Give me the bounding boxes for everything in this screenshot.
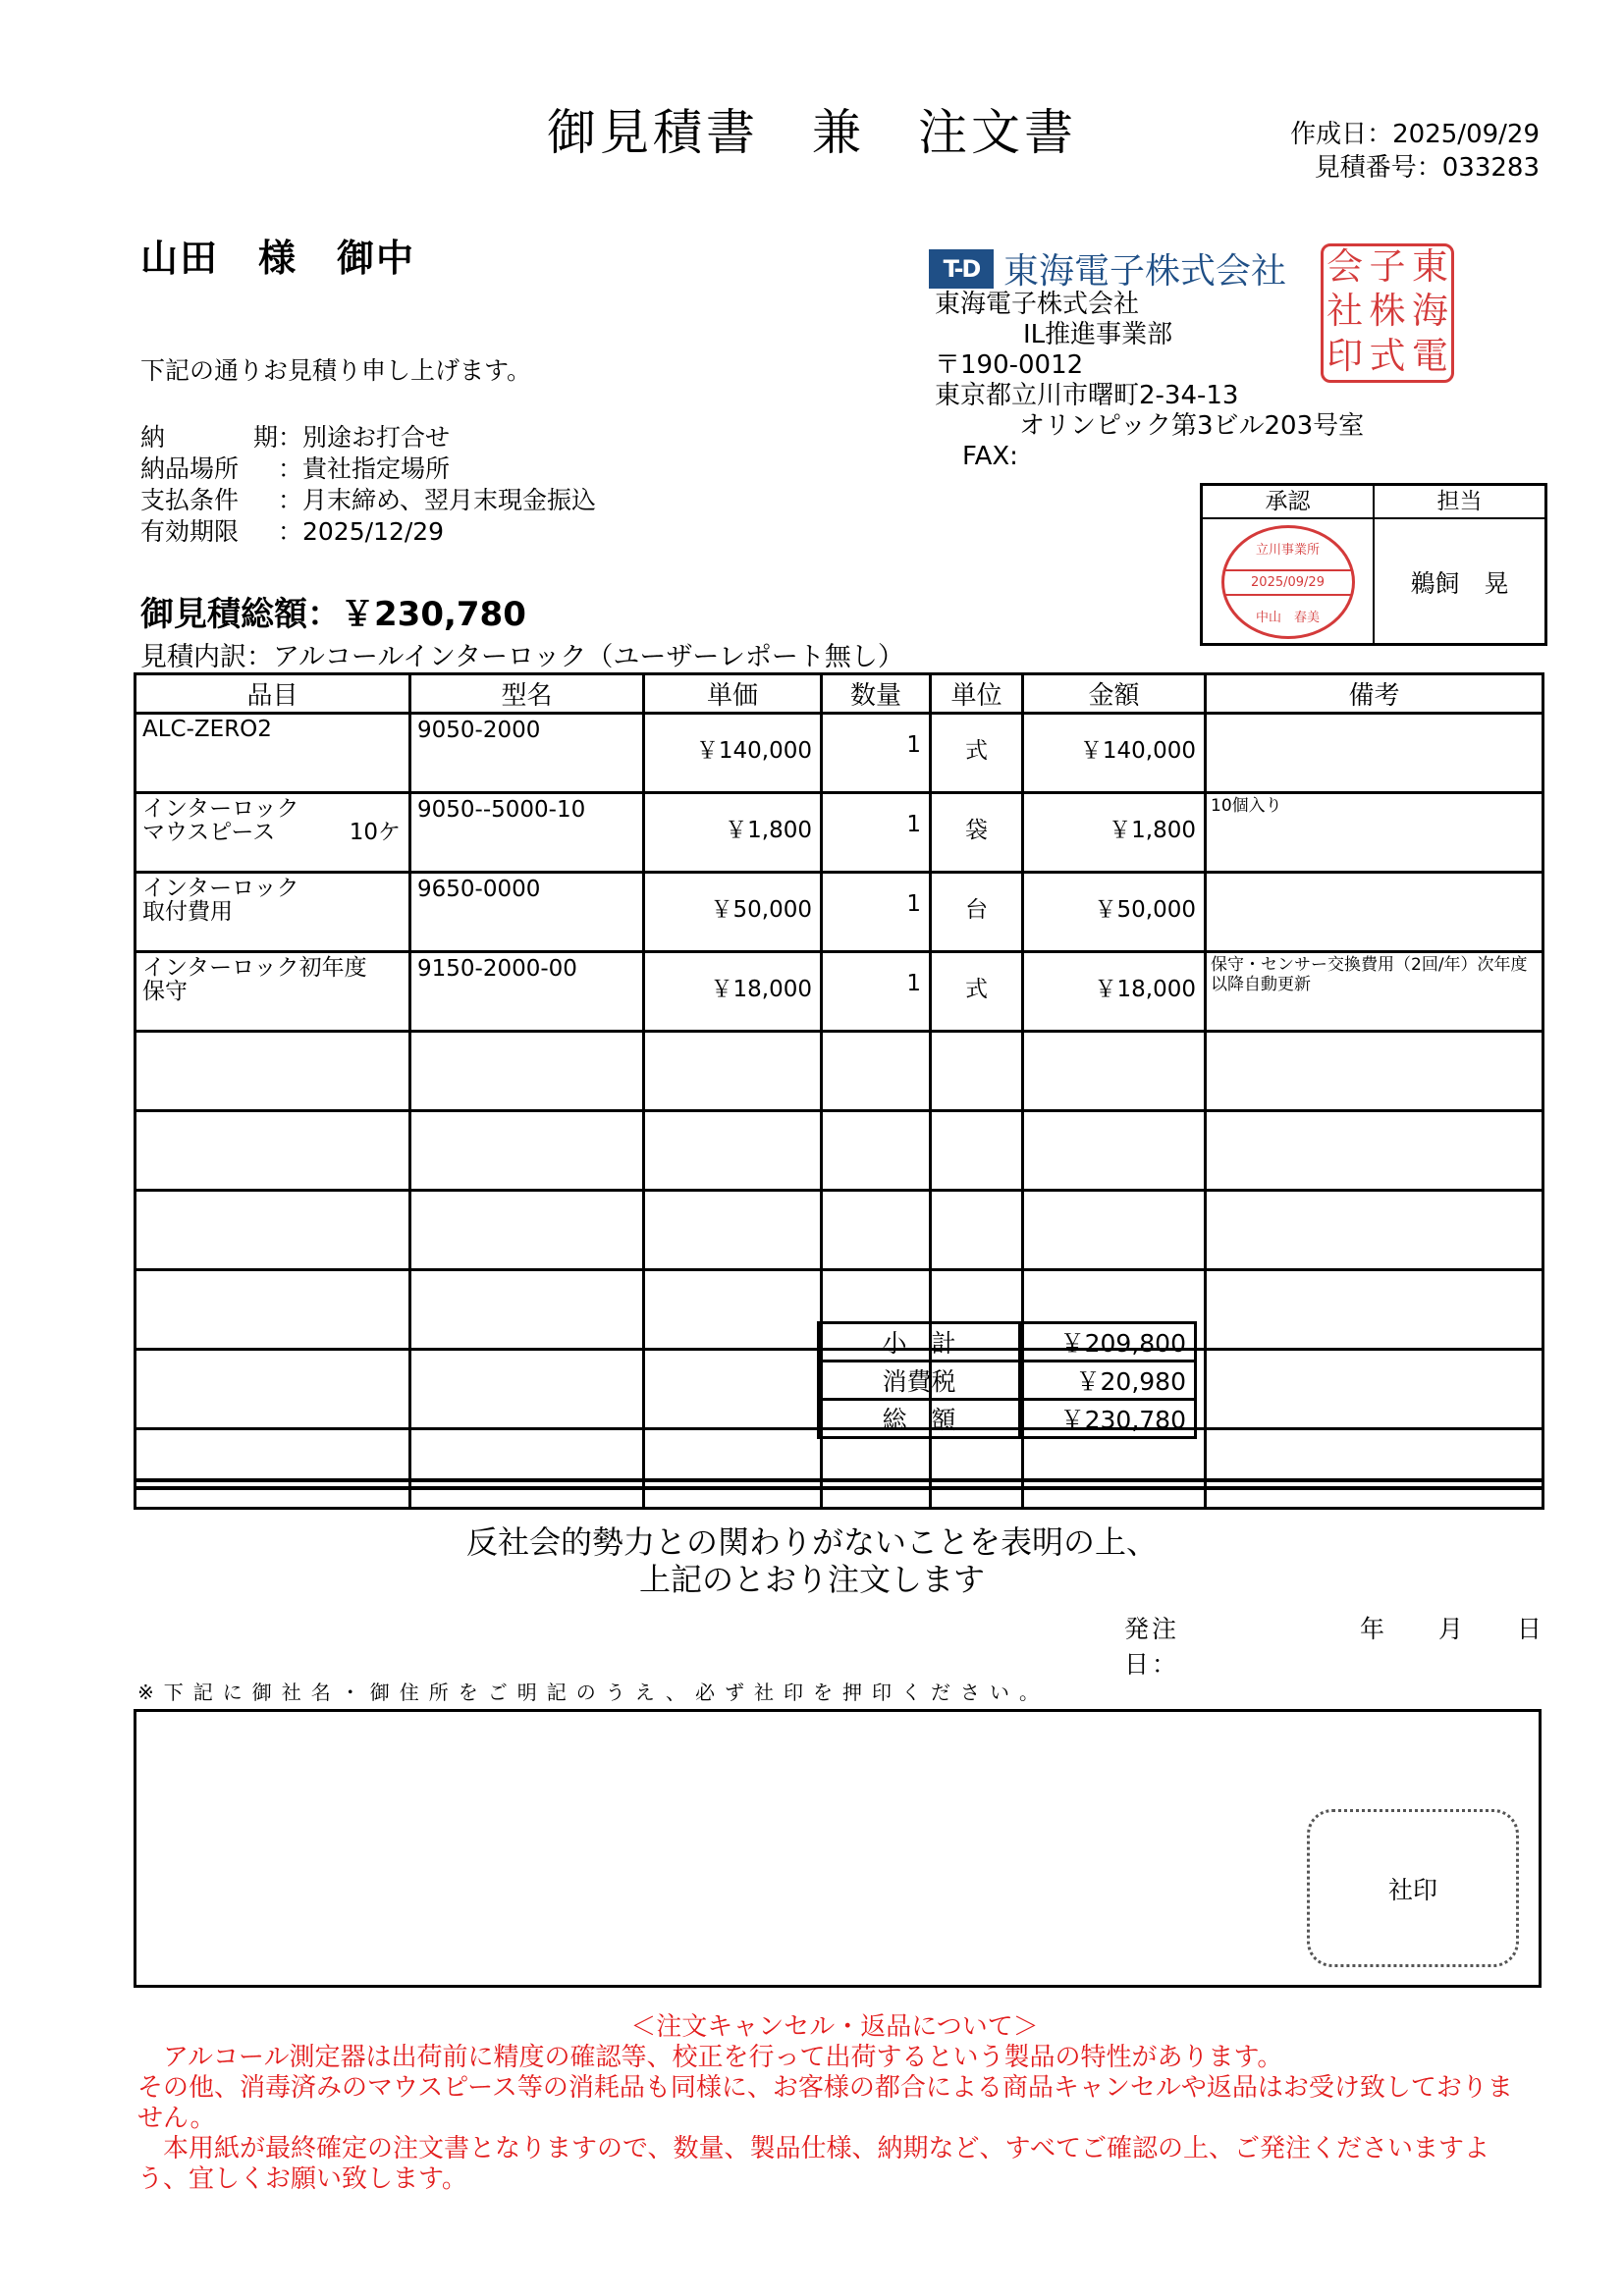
item-note [1206,1191,1543,1270]
item-price [644,1270,822,1350]
col-header-qty: 数量 [822,674,931,714]
term-key: 支払条件 [140,486,240,514]
item-pack-count [401,980,403,1003]
item-name-line-1: インターロック初年度 [142,955,367,981]
item-name-line-2-row [142,900,403,924]
company-name: 東海電子株式会社 [935,290,1140,319]
client-name: 山田 様 御中 [140,237,416,280]
item-amount [1023,1429,1206,1509]
summary-value: ￥209,800 [1020,1323,1196,1362]
item-name-cell [135,873,410,952]
item-qty [822,1111,931,1191]
item-name-cell [135,1032,410,1111]
item-qty: 1 [822,952,931,1032]
order-date-day: 日 [1516,1615,1542,1643]
item-note [1206,1270,1543,1350]
table-row [135,793,1543,873]
item-note: 10個入り [1206,793,1543,873]
table-row [135,1111,1543,1191]
declaration-line-1: 反社会的勢力との関わりがないことを表明の上、 [465,1523,1158,1561]
summary-row [819,1400,1196,1438]
terms-block [140,422,596,548]
item-note [1206,714,1543,793]
total-amount: 御見積総額：￥230,780 [140,595,526,634]
table-row [135,873,1543,952]
item-name-line-2-row [142,821,403,844]
approval-header: 承認 [1203,486,1375,517]
summary-label: 小 計 [819,1323,1020,1362]
term-row [140,516,596,548]
item-name-cell [135,1111,410,1191]
company-fax: FAX: [962,442,1018,471]
item-model [410,1350,644,1429]
stamp-name: 中山 春美 [1255,610,1320,625]
summary-label: 総 額 [819,1400,1020,1438]
cancel-policy-heading: ＜注文キャンセル・返品について＞ [630,2012,1039,2042]
item-name-cell [135,952,410,1032]
item-name-cell [135,1270,410,1350]
item-name-cell [135,1429,410,1509]
customer-sign-box[interactable] [134,1709,1542,1988]
item-model: 9650-0000 [410,873,644,952]
col-header-price: 単価 [644,674,822,714]
term-key: 納 期 [140,423,278,452]
item-model: 9050--5000-10 [410,793,644,873]
item-amount: ￥140,000 [1023,714,1206,793]
item-note [1206,1111,1543,1191]
item-name-cell [135,714,410,793]
item-name-line-1: ALC-ZERO2 [142,717,272,742]
cancel-policy-text: 本用紙が最終確定の注文書となりますので、数量、製品仕様、納期など、すべてご確認の上、ご発注くださいますよう、宜しくお願い致します。 [137,2134,1489,2194]
tanto-name: 鵜飼 晃 [1410,569,1509,598]
item-qty: 1 [822,873,931,952]
seal-char: 印 [1326,334,1364,377]
company-zip: 〒190-0012 [935,350,1084,380]
summary-value: ￥230,780 [1020,1400,1196,1438]
item-unit [931,1111,1023,1191]
company-address-2: オリンピック第3ビル203号室 [1019,411,1365,441]
item-price: ￥50,000 [644,873,822,952]
seal-char: 海 [1411,290,1448,333]
company-stamp-label: 社印 [1387,1875,1437,1904]
table-row [135,1032,1543,1111]
cancel-policy [137,2012,1532,2195]
company-dept: IL推進事業部 [1023,320,1173,349]
item-unit: 袋 [931,793,1023,873]
item-note [1206,1350,1543,1429]
summary-table [817,1321,1197,1439]
item-note [1206,1032,1543,1111]
item-price: ￥1,800 [644,793,822,873]
summary-row [819,1323,1196,1362]
col-header-note: 備考 [1206,674,1543,714]
item-pack-count: 10ケ [349,820,401,845]
seal-char: 社 [1326,290,1364,333]
item-qty: 1 [822,793,931,873]
item-model [410,1111,644,1191]
logo-text: 東海電子株式会社 [1003,251,1287,292]
company-info [935,290,1364,472]
col-header-unit: 単位 [931,674,1023,714]
seal-char: 株 [1369,290,1406,333]
term-row [140,454,596,485]
company-logo [929,243,1286,294]
term-row [140,485,596,516]
seal-char: 式 [1369,334,1406,377]
quote-number: 見積番号：033283 [1314,153,1540,183]
summary-value: ￥20,980 [1020,1362,1196,1400]
item-name-line-2: 保守 [142,979,188,1004]
tanto-header: 担当 [1436,489,1483,514]
item-pack-count [401,900,403,924]
declaration-line-2: 上記のとおり注文します [638,1561,985,1598]
item-amount: ￥50,000 [1023,873,1206,952]
item-price: ￥18,000 [644,952,822,1032]
created-date: 作成日：2025/09/29 [1290,120,1540,149]
item-unit [931,1032,1023,1111]
item-amount [1023,1191,1206,1270]
item-name-cell [135,1350,410,1429]
item-amount: ￥1,800 [1023,793,1206,873]
item-unit [931,1429,1023,1509]
col-header-item: 品目 [135,674,410,714]
item-price [644,1111,822,1191]
intro-text: 下記の通りお見積り申し上げます。 [140,356,532,385]
seal-char: 電 [1411,334,1448,377]
item-amount [1023,1032,1206,1111]
approval-stamp [1221,525,1355,639]
term-key: 納品場所 [140,454,240,483]
item-model [410,1270,644,1350]
table-row [135,1429,1543,1509]
document-title: 御見積書 兼 注文書 [547,104,1077,161]
table-row [135,714,1543,793]
section-divider [134,1478,1542,1490]
item-note [1206,1429,1543,1509]
item-price [644,1429,822,1509]
item-qty: 1 [822,714,931,793]
item-name-cell [135,793,410,873]
company-stamp-area[interactable] [1307,1809,1519,1967]
item-price [644,1350,822,1429]
item-name-line-2-row [142,980,403,1003]
term-value: ：貴社指定場所 [278,454,451,483]
stamp-date: 2025/09/29 [1224,569,1352,596]
item-price [644,1191,822,1270]
item-name-line-2: 取付費用 [142,899,233,925]
order-date-month: 月 [1437,1615,1463,1643]
item-unit [931,1191,1023,1270]
item-model [410,1429,644,1509]
term-value: ：月末締め、翌月末現金振込 [278,486,597,514]
item-model [410,1032,644,1111]
item-unit: 台 [931,873,1023,952]
company-address-1: 東京都立川市曙町2-34-13 [935,381,1239,410]
item-amount [1023,1111,1206,1191]
summary-label: 消費税 [819,1362,1020,1400]
table-row [135,1191,1543,1270]
stamp-office: 立川事業所 [1255,543,1320,559]
item-qty [822,1191,931,1270]
item-price: ￥140,000 [644,714,822,793]
item-model: 9150-2000-00 [410,952,644,1032]
item-note [1206,873,1543,952]
item-name-line-1: インターロック [142,876,299,901]
approval-box [1200,483,1547,646]
order-date [1124,1610,1542,1681]
item-model: 9050-2000 [410,714,644,793]
item-qty [822,1429,931,1509]
col-header-amount: 金額 [1023,674,1206,714]
col-header-model: 型名 [410,674,644,714]
seal-char: 子 [1369,245,1406,288]
term-key: 有効期限 [140,517,240,546]
term-row [140,422,596,454]
seal-char: 会 [1326,245,1364,288]
item-name-line-2: マウスピース [142,820,276,845]
logo-mark-icon: T-D [929,249,994,289]
order-date-label: 発注日： [1124,1615,1180,1679]
item-name-line-1: インターロック [142,796,299,822]
company-seal [1321,243,1454,383]
term-value: ：2025/12/29 [278,517,445,546]
item-note: 保守・センサー交換費用（2回/年）次年度以降自動更新 [1206,952,1543,1032]
cancel-policy-text: アルコール測定器は出荷前に精度の確認等、校正を行って出荷するという製品の特性があります。 [137,2043,1283,2072]
table-row [135,952,1543,1032]
quote-breakdown: 見積内訳：アルコールインターロック（ユーザーレポート無し） [140,642,904,672]
item-unit: 式 [931,952,1023,1032]
summary-row [819,1362,1196,1400]
item-amount: ￥18,000 [1023,952,1206,1032]
document-meta [1290,118,1540,185]
item-name-cell [135,1191,410,1270]
order-date-year: 年 [1359,1615,1384,1643]
item-price [644,1032,822,1111]
item-qty [822,1032,931,1111]
item-unit: 式 [931,714,1023,793]
sign-instruction: ※下記に御社名・御住所をご明記のうえ、必ず社印を押印ください。 [137,1681,1049,1704]
term-value: ：別途お打合せ [278,423,451,452]
seal-char: 東 [1411,245,1448,288]
cancel-policy-text: その他、消毒済みのマウスピース等の消耗品も同様に、お客様の都合による商品キャンセルや返品はお受け致しておりません。 [137,2073,1513,2133]
declaration [0,1523,1624,1598]
item-model [410,1191,644,1270]
